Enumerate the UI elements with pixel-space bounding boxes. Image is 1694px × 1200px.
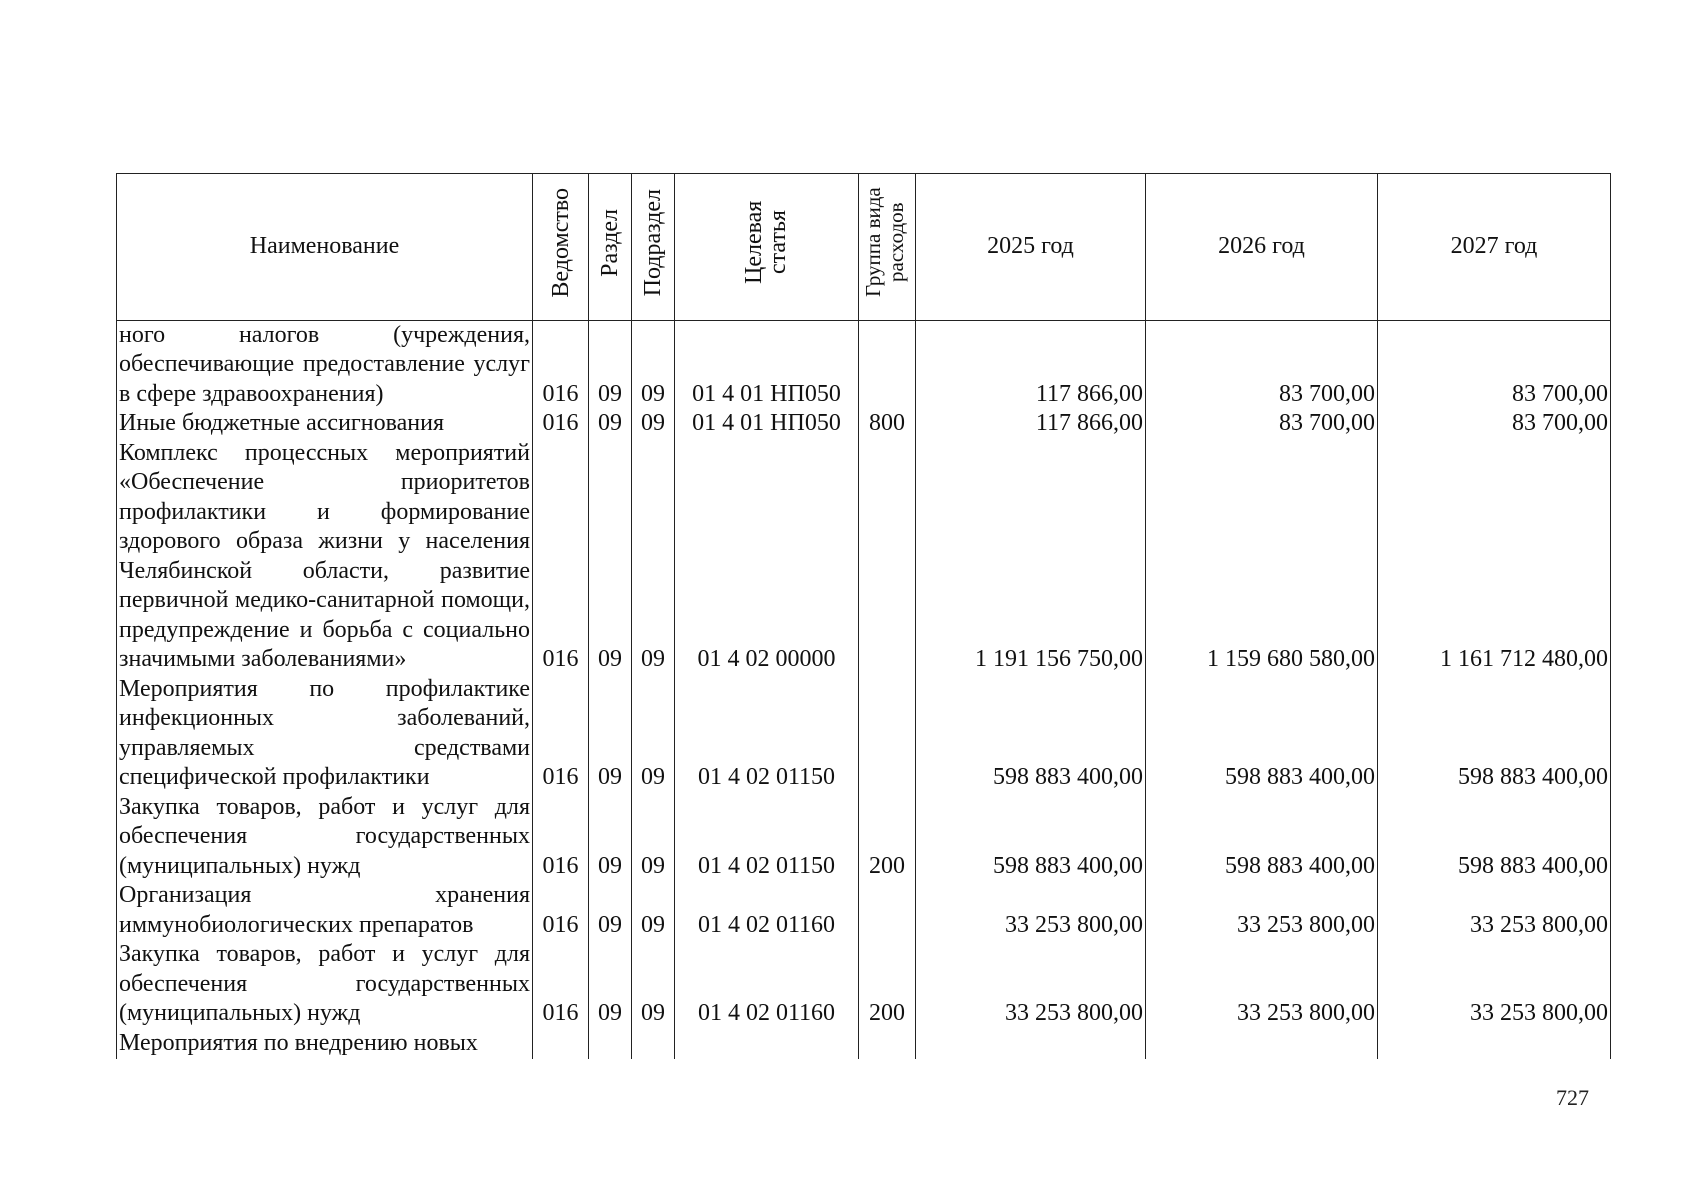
row-section bbox=[589, 1029, 632, 1059]
row-amount-2025: 1 191 156 750,00 bbox=[916, 439, 1146, 675]
table-row bbox=[117, 1029, 1611, 1059]
row-department: 016 bbox=[533, 675, 589, 793]
row-amount-2025 bbox=[916, 1029, 1146, 1059]
row-subsection bbox=[632, 1029, 675, 1059]
row-amount-2026: 33 253 800,00 bbox=[1146, 881, 1378, 940]
row-name: Мероприятия по профилактике инфекционных заболеваний, управляемых средствами специфической профилактики bbox=[117, 675, 533, 793]
row-subsection: 09 bbox=[632, 320, 675, 409]
page-number: 727 bbox=[1556, 1085, 1589, 1110]
row-department bbox=[533, 1029, 589, 1059]
row-target-item: 01 4 02 01150 bbox=[675, 793, 859, 882]
row-amount-2026: 33 253 800,00 bbox=[1146, 940, 1378, 1029]
row-department: 016 bbox=[533, 320, 589, 409]
row-target-item bbox=[675, 1029, 859, 1059]
row-name: Иные бюджетные ассигнования bbox=[117, 409, 533, 439]
row-target-item: 01 4 02 01160 bbox=[675, 940, 859, 1029]
row-amount-2026: 598 883 400,00 bbox=[1146, 675, 1378, 793]
row-amount-2026: 83 700,00 bbox=[1146, 409, 1378, 439]
row-department: 016 bbox=[533, 881, 589, 940]
table-row bbox=[117, 439, 1611, 675]
row-name: ного налогов (учреждения, обеспечивающие предоставление услуг в сфере здравоохранения) bbox=[117, 320, 533, 409]
table-row bbox=[117, 793, 1611, 882]
row-subsection: 09 bbox=[632, 940, 675, 1029]
table-row bbox=[117, 409, 1611, 439]
row-expense-group: 200 bbox=[859, 940, 916, 1029]
row-amount-2027: 83 700,00 bbox=[1378, 320, 1611, 409]
header-expense-group: Группа вида расходов bbox=[859, 174, 916, 321]
row-amount-2027: 1 161 712 480,00 bbox=[1378, 439, 1611, 675]
table-row bbox=[117, 881, 1611, 940]
row-expense-group bbox=[859, 320, 916, 409]
row-amount-2026: 83 700,00 bbox=[1146, 320, 1378, 409]
table-row bbox=[117, 675, 1611, 793]
row-amount-2025: 33 253 800,00 bbox=[916, 881, 1146, 940]
header-year-2026: 2026 год bbox=[1146, 174, 1378, 321]
row-amount-2025: 598 883 400,00 bbox=[916, 793, 1146, 882]
header-subsection: Подраздел bbox=[632, 174, 675, 321]
row-target-item: 01 4 01 НП050 bbox=[675, 320, 859, 409]
row-subsection: 09 bbox=[632, 793, 675, 882]
row-target-item: 01 4 01 НП050 bbox=[675, 409, 859, 439]
row-name: Мероприятия по внедрению новых bbox=[117, 1029, 533, 1059]
row-amount-2027 bbox=[1378, 1029, 1611, 1059]
row-name: Закупка товаров, работ и услуг для обеспечения государственных (муниципальных) нужд bbox=[117, 793, 533, 882]
row-subsection: 09 bbox=[632, 409, 675, 439]
header-department: Ведомство bbox=[533, 174, 589, 321]
row-department: 016 bbox=[533, 439, 589, 675]
row-department: 016 bbox=[533, 940, 589, 1029]
row-expense-group bbox=[859, 439, 916, 675]
row-amount-2026: 598 883 400,00 bbox=[1146, 793, 1378, 882]
row-amount-2027: 33 253 800,00 bbox=[1378, 940, 1611, 1029]
table-header-row bbox=[117, 174, 1611, 321]
row-section: 09 bbox=[589, 409, 632, 439]
row-expense-group bbox=[859, 1029, 916, 1059]
row-section: 09 bbox=[589, 881, 632, 940]
row-department: 016 bbox=[533, 793, 589, 882]
row-name: Организация хранения иммунобиологических препаратов bbox=[117, 881, 533, 940]
row-subsection: 09 bbox=[632, 439, 675, 675]
row-amount-2026: 1 159 680 580,00 bbox=[1146, 439, 1378, 675]
row-amount-2025: 117 866,00 bbox=[916, 320, 1146, 409]
row-section: 09 bbox=[589, 439, 632, 675]
row-amount-2025: 117 866,00 bbox=[916, 409, 1146, 439]
row-target-item: 01 4 02 00000 bbox=[675, 439, 859, 675]
row-amount-2026 bbox=[1146, 1029, 1378, 1059]
row-amount-2025: 598 883 400,00 bbox=[916, 675, 1146, 793]
row-expense-group: 200 bbox=[859, 793, 916, 882]
budget-table bbox=[116, 173, 1611, 1059]
row-expense-group bbox=[859, 881, 916, 940]
row-amount-2027: 83 700,00 bbox=[1378, 409, 1611, 439]
header-year-2025: 2025 год bbox=[916, 174, 1146, 321]
row-name: Закупка товаров, работ и услуг для обеспечения государственных (муниципальных) нужд bbox=[117, 940, 533, 1029]
row-department: 016 bbox=[533, 409, 589, 439]
row-amount-2025: 33 253 800,00 bbox=[916, 940, 1146, 1029]
table-row bbox=[117, 940, 1611, 1029]
row-expense-group: 800 bbox=[859, 409, 916, 439]
header-target-item: Целевая статья bbox=[675, 174, 859, 321]
row-target-item: 01 4 02 01160 bbox=[675, 881, 859, 940]
row-section: 09 bbox=[589, 793, 632, 882]
header-name: Наименование bbox=[117, 174, 533, 321]
row-subsection: 09 bbox=[632, 675, 675, 793]
row-section: 09 bbox=[589, 320, 632, 409]
row-amount-2027: 598 883 400,00 bbox=[1378, 793, 1611, 882]
row-amount-2027: 33 253 800,00 bbox=[1378, 881, 1611, 940]
row-subsection: 09 bbox=[632, 881, 675, 940]
row-amount-2027: 598 883 400,00 bbox=[1378, 675, 1611, 793]
row-target-item: 01 4 02 01150 bbox=[675, 675, 859, 793]
header-section: Раздел bbox=[589, 174, 632, 321]
row-expense-group bbox=[859, 675, 916, 793]
header-year-2027: 2027 год bbox=[1378, 174, 1611, 321]
row-section: 09 bbox=[589, 675, 632, 793]
row-section: 09 bbox=[589, 940, 632, 1029]
table-row bbox=[117, 320, 1611, 409]
row-name: Комплекс процессных мероприятий «Обеспечение приоритетов профилактики и формирование здорового образа жизни у населения Челябинской области, развитие первичной медико-санитарной помощи, предупреждение и борьба с социально значимыми заболеваниями» bbox=[117, 439, 533, 675]
